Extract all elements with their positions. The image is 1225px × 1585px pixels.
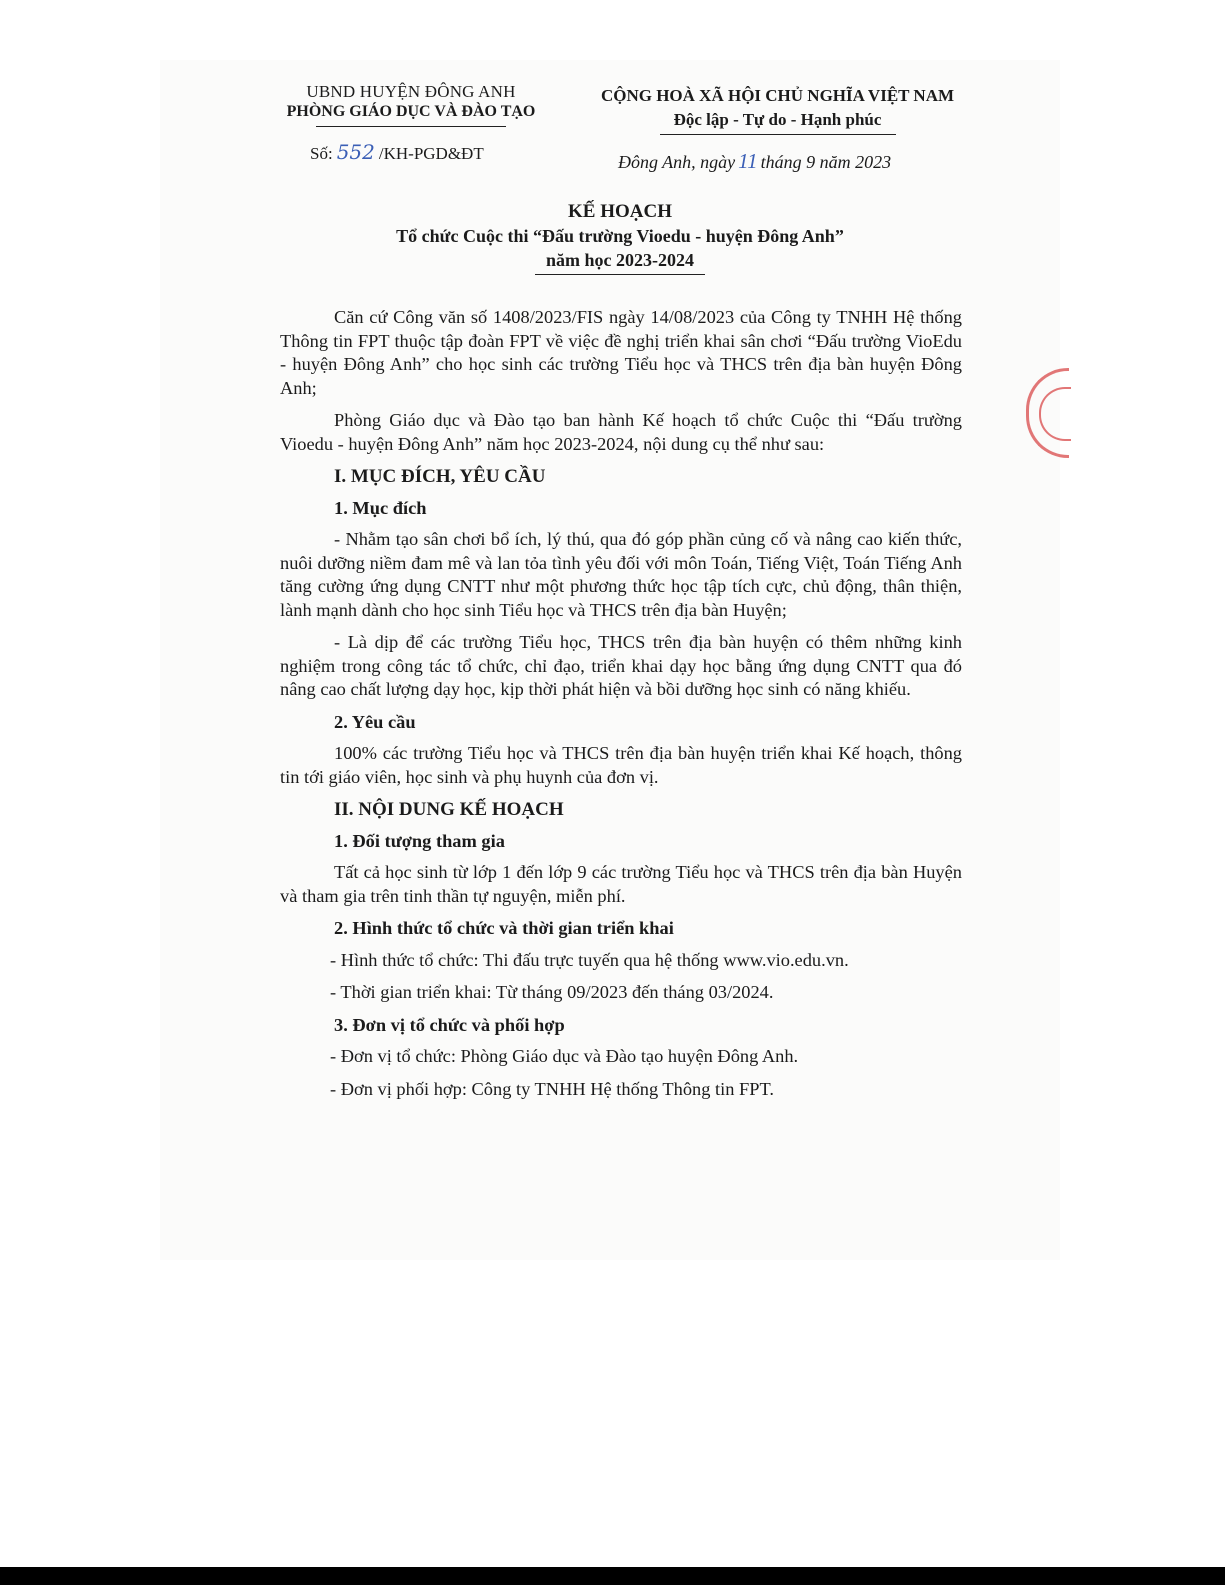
- national-header-block: [585, 84, 970, 135]
- purpose-paragraph-1: - Nhằm tạo sân chơi bổ ích, lý thú, qua đó góp phần củng cố và nâng cao kiến thức, nuôi dưỡng niềm đam mê và lan tỏa tình yêu đối với môn Toán, Tiếng Việt, Toán Tiếng Anh tăng cường ứng dụng CNTT như một phương thức học tập tích cực, chủ động, thân thiện, lành mạnh dành cho học sinh Tiểu học và THCS trên địa bàn Huyện;: [280, 529, 962, 620]
- document-subtitle-line-2: năm học 2023-2024: [546, 250, 694, 270]
- seal-inner-ring: [1039, 387, 1071, 441]
- organizer-item: - Đơn vị tổ chức: Phòng Giáo dục và Đào tạo huyện Đông Anh.: [330, 1046, 799, 1066]
- section-1-2-heading: 2. Yêu cầu: [334, 711, 416, 732]
- issue-date: [618, 149, 891, 174]
- section-2-heading: II. NỘI DUNG KẾ HOẠCH: [334, 799, 564, 820]
- date-suffix: tháng 9 năm 2023: [760, 152, 892, 172]
- title-underline: [535, 274, 705, 275]
- issuing-authority-block: [272, 82, 550, 127]
- intro-paragraph-1: Căn cứ Công văn số 1408/2023/FIS ngày 14/08/2023 của Công ty TNHH Hệ thống Thông tin FPT thuộc tập đoàn FPT về việc đề nghị triển khai sân chơi “Đấu trường VioEdu - huyện Đông Anh” cho học sinh các trường Tiểu học và THCS trên địa bàn huyện Đông Anh;: [280, 307, 962, 398]
- date-prefix: Đông Anh, ngày: [618, 152, 736, 172]
- document-number: [310, 140, 484, 164]
- section-2-2-heading: 2. Hình thức tổ chức và thời gian triển khai: [334, 918, 674, 938]
- national-motto: Độc lập - Tự do - Hạnh phúc: [673, 110, 882, 129]
- number-prefix: Số:: [310, 144, 333, 163]
- partner-item: - Đơn vị phối hợp: Công ty TNHH Hệ thống Thông tin FPT.: [330, 1078, 774, 1099]
- section-2-3-heading: 3. Đơn vị tổ chức và phối hợp: [334, 1014, 565, 1035]
- document-subtitle-line-1: Tổ chức Cuộc thi “Đấu trường Vioedu - huyện Đông Anh”: [396, 226, 844, 246]
- participants-paragraph: Tất cả học sinh từ lớp 1 đến lớp 9 các trường Tiểu học và THCS trên địa bàn Huyện và tham gia trên tinh thần tự nguyện, miễn phí.: [280, 862, 962, 906]
- nation-title: CỘNG HOÀ XÃ HỘI CHỦ NGHĨA VIỆT NAM: [600, 86, 955, 105]
- purpose-paragraph-2: - Là dịp để các trường Tiểu học, THCS trên địa bàn huyện có thêm những kinh nghiệm trong công tác tổ chức, chỉ đạo, triển khai dạy học bằng ứng dụng CNTT qua đó nâng cao chất lượng dạy học, kịp thời phát hiện và bồi dưỡng học sinh có năng khiếu.: [280, 632, 962, 699]
- scan-bottom-edge: [0, 1567, 1225, 1585]
- dept-name: PHÒNG GIÁO DỤC VÀ ĐÀO TẠO: [286, 103, 536, 120]
- authority-underline: [316, 126, 506, 127]
- number-suffix: /KH-PGD&ĐT: [378, 144, 484, 163]
- document-title-block: [280, 200, 960, 275]
- section-1-1-heading: 1. Mục đích: [334, 497, 427, 518]
- format-item: - Hình thức tổ chức: Thi đấu trực tuyến qua hệ thống www.vio.edu.vn.: [330, 949, 849, 970]
- timeline-item: - Thời gian triển khai: Từ tháng 09/2023 đến tháng 03/2024.: [330, 982, 774, 1002]
- handwritten-number: 552: [336, 140, 375, 164]
- intro-paragraph-2: Phòng Giáo dục và Đào tạo ban hành Kế hoạch tổ chức Cuộc thi “Đấu trường Vioedu - huyện Đông Anh” năm học 2023-2024, nội dung cụ thể như sau:: [280, 410, 962, 454]
- document-body: [280, 306, 962, 1110]
- handwritten-day: 11: [738, 149, 758, 173]
- section-2-1-heading: 1. Đối tượng tham gia: [334, 830, 505, 851]
- requirement-paragraph: 100% các trường Tiểu học và THCS trên địa bàn huyện triển khai Kế hoạch, thông tin tới giáo viên, học sinh và phụ huynh của đơn vị.: [280, 743, 962, 787]
- motto-underline: [660, 134, 896, 135]
- org-name: UBND HUYỆN ĐÔNG ANH: [306, 82, 516, 101]
- section-1-heading: I. MỤC ĐÍCH, YÊU CẦU: [334, 466, 546, 487]
- document-title: KẾ HOẠCH: [568, 201, 672, 222]
